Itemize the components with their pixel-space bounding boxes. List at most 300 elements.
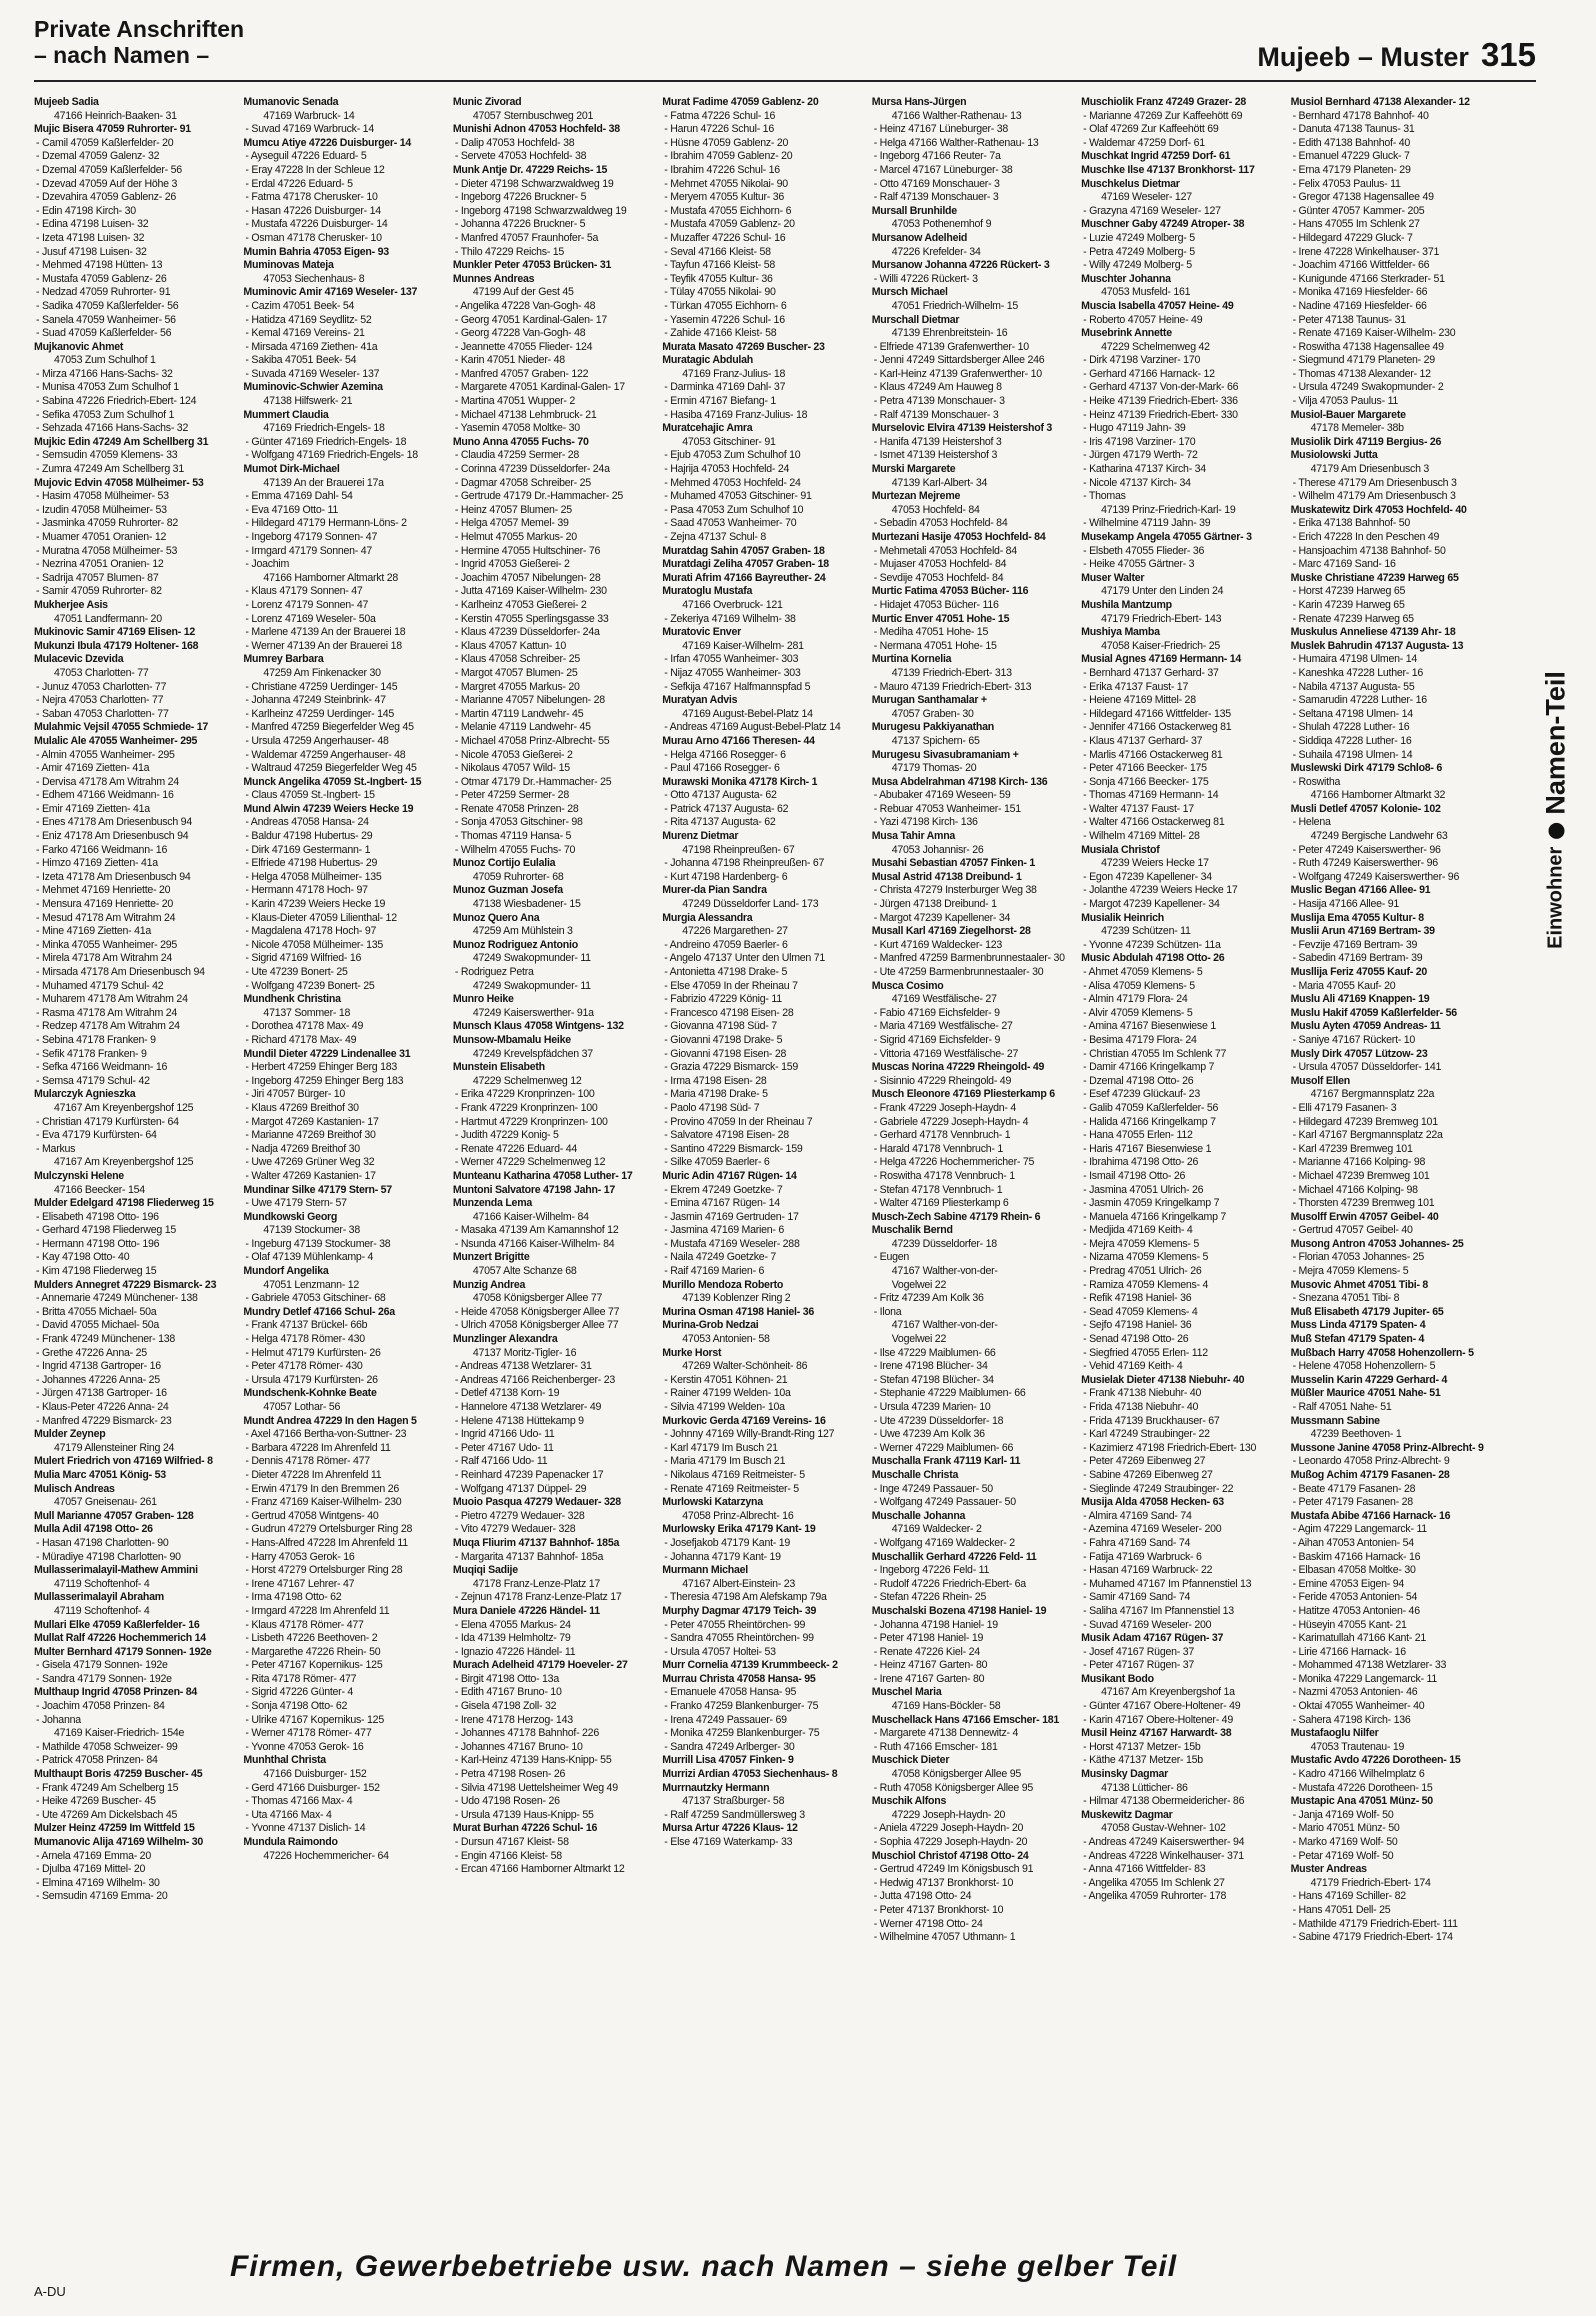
directory-entry: - Nizama 47059 Klemens- 5 bbox=[1083, 1251, 1209, 1264]
directory-entry: - Janja 47169 Wolf- 50 bbox=[1292, 1808, 1394, 1821]
directory-entry: 47139 Prinz-Friedrich-Karl- 19 bbox=[1101, 503, 1236, 516]
directory-entry: Mujeeb Sadia bbox=[34, 96, 99, 108]
directory-entry: - Wolfgang 47169 Friedrich-Engels- 18 bbox=[245, 449, 418, 462]
directory-entry: - Yasemin 47058 Moltke- 30 bbox=[454, 422, 580, 435]
directory-entry: - Nazmi 47053 Antonien- 46 bbox=[1292, 1686, 1418, 1699]
directory-entry: Muske Christiane 47239 Harweg 65 bbox=[1290, 571, 1459, 584]
directory-entry: - Irene 47198 Blücher- 34 bbox=[873, 1360, 988, 1373]
directory-entry: Muratdag Sahin 47057 Graben- 18 bbox=[662, 544, 825, 557]
directory-entry: - Snezana 47051 Tibi- 8 bbox=[1292, 1292, 1400, 1305]
directory-entry: - Servete 47053 Hochfeld- 38 bbox=[454, 150, 587, 163]
directory-entry: Muschter Johanna bbox=[1081, 272, 1171, 285]
directory-entry: - Stephanie 47229 Maiblumen- 66 bbox=[873, 1387, 1026, 1400]
directory-entry: - Naila 47249 Goetzke- 7 bbox=[664, 1251, 777, 1264]
directory-entry: - Damir 47166 Kringelkamp 7 bbox=[1083, 1061, 1215, 1074]
directory-entry: Murenz Dietmar bbox=[662, 830, 739, 843]
directory-entry: - Hasim 47058 Mülheimer- 53 bbox=[36, 490, 169, 503]
directory-entry: - Frida 47139 Bruckhauser- 67 bbox=[1083, 1414, 1220, 1427]
directory-entry: Musial Agnes 47169 Hermann- 14 bbox=[1081, 653, 1242, 666]
directory-entry: - Sandra 47249 Arlberger- 30 bbox=[664, 1740, 795, 1753]
directory-entry: Muschkat Ingrid 47259 Dorf- 61 bbox=[1081, 150, 1231, 163]
directory-entry: - Hidajet 47053 Bücher- 116 bbox=[873, 598, 999, 611]
directory-entry: Mustafa Abibe 47166 Harnack- 16 bbox=[1290, 1509, 1451, 1522]
directory-entry: - Yvonne 47053 Gerok- 16 bbox=[245, 1740, 364, 1753]
directory-entry: Murat Fadime 47059 Gablenz- 20 bbox=[662, 96, 819, 108]
directory-entry: 47166 Walther-Rathenau- 13 bbox=[891, 109, 1022, 122]
directory-entry: 47179 Thomas- 20 bbox=[891, 762, 977, 775]
directory-entry: Muminovic-Schwier Azemina bbox=[243, 381, 383, 394]
directory-entry: 47169 Weseler- 127 bbox=[1101, 191, 1192, 204]
directory-entry: - Shulah 47228 Luther- 16 bbox=[1292, 721, 1410, 734]
directory-entry: - Yazi 47198 Kirch- 136 bbox=[873, 816, 978, 829]
directory-entry: - Dzemal 47059 Kaßlerfelder- 56 bbox=[36, 163, 182, 176]
directory-entry: Musiol Bernhard 47138 Alexander- 12 bbox=[1290, 96, 1470, 108]
directory-entry: - Johannes 47226 Anna- 25 bbox=[36, 1373, 160, 1386]
directory-entry: - Helga 47058 Mülheimer- 135 bbox=[245, 870, 382, 883]
directory-entry: - Peter 47137 Bronkhorst- 10 bbox=[873, 1903, 1004, 1916]
directory-entry: - Jasmin 47059 Kringelkamp 7 bbox=[1083, 1197, 1220, 1210]
directory-entry: 47166 Beecker- 154 bbox=[54, 1183, 145, 1196]
directory-entry: - Birgit 47198 Otto- 13a bbox=[454, 1672, 559, 1685]
directory-entry: - Claudia 47259 Sermer- 28 bbox=[454, 449, 580, 462]
directory-entry: 47166 Duisburger- 152 bbox=[263, 1768, 367, 1781]
directory-entry: - Ingeborg 47259 Ehinger Berg 183 bbox=[245, 1074, 404, 1087]
directory-entry: - Giovanna 47198 Süd- 7 bbox=[664, 1020, 777, 1033]
directory-entry: - Roberto 47057 Heine- 49 bbox=[1083, 313, 1203, 326]
directory-entry: - Gerhard 47166 Harnack- 12 bbox=[1083, 367, 1215, 380]
directory-entry: 47249 Swakopmunder- 11 bbox=[472, 952, 591, 965]
directory-entry: 47249 Swakopmunder- 11 bbox=[472, 979, 591, 992]
directory-entry: Muschick Dieter bbox=[871, 1754, 950, 1767]
directory-entry: Muschiol Christof 47198 Otto- 24 bbox=[871, 1849, 1029, 1862]
directory-entry: - Elisabeth 47198 Otto- 196 bbox=[36, 1210, 159, 1223]
directory-entry: Muskewitz Dagmar bbox=[1081, 1808, 1173, 1821]
directory-entry: - Aihan 47053 Antonien- 54 bbox=[1292, 1536, 1414, 1549]
directory-entry: Muric Adin 47167 Rügen- 14 bbox=[662, 1169, 797, 1182]
directory-entry: Murmann Michael bbox=[662, 1564, 749, 1577]
directory-entry: - Ruth 47166 Emscher- 181 bbox=[873, 1740, 998, 1753]
directory-entry: Musllija Feriz 47055 Kauf- 20 bbox=[1290, 966, 1427, 978]
directory-entry: Murke Horst bbox=[662, 1346, 722, 1359]
directory-entry: - Melanie 47119 Landwehr- 45 bbox=[454, 721, 591, 734]
directory-entry: - Mustafa 47169 Weseler- 288 bbox=[664, 1237, 800, 1250]
directory-entry: - Ulrike 47167 Kopernikus- 125 bbox=[245, 1713, 384, 1726]
directory-entry: - Tülay 47055 Nikolai- 90 bbox=[664, 286, 776, 299]
directory-entry: Muslek Bahrudin 47137 Augusta- 13 bbox=[1290, 639, 1464, 652]
directory-entry: - Stefan 47178 Vennbruch- 1 bbox=[873, 1183, 1003, 1196]
directory-entry: 47057 Graben- 30 bbox=[891, 707, 974, 720]
directory-entry: - Almira 47169 Sand- 74 bbox=[1083, 1509, 1192, 1522]
directory-entry: - Mehmet 47169 Henriette- 20 bbox=[36, 884, 171, 897]
directory-entry: - Elfriede 47139 Grafenwerther- 10 bbox=[873, 340, 1029, 353]
directory-entry: - Edith 47167 Bruno- 10 bbox=[454, 1686, 562, 1699]
directory-entry: Muschkelus Dietmar bbox=[1081, 177, 1180, 190]
directory-entry: Musiolik Dirk 47119 Bergius- 26 bbox=[1290, 435, 1442, 448]
directory-entry: - Andreas 47169 August-Bebel-Platz 14 bbox=[664, 721, 841, 734]
directory-entry: Mulder Edelgard 47198 Fliederweg 15 bbox=[34, 1197, 214, 1210]
directory-entry: - Peter 47167 Udo- 11 bbox=[454, 1441, 554, 1454]
directory-entry: 47167 Albert-Einstein- 23 bbox=[682, 1577, 795, 1590]
directory-entry: - Fabrizio 47229 König- 11 bbox=[664, 993, 782, 1006]
directory-entry: - Marianne 47269 Breithof 30 bbox=[245, 1129, 376, 1142]
directory-entry: Munk Antje Dr. 47229 Reichs- 15 bbox=[452, 163, 608, 176]
directory-entry: Muratagic Abdulah bbox=[662, 354, 753, 367]
directory-entry: - Zejna 47137 Schul- 8 bbox=[664, 531, 766, 543]
directory-entry: - Uwe 47179 Stern- 57 bbox=[245, 1197, 347, 1210]
directory-entry: Munhthal Christa bbox=[243, 1754, 326, 1767]
directory-entry: - Hilmar 47138 Obermeidericher- 86 bbox=[1083, 1795, 1245, 1808]
directory-entry: Munoz Rodriguez Antonio bbox=[452, 938, 578, 951]
directory-entry: - Heike 47139 Friedrich-Ebert- 336 bbox=[1083, 395, 1238, 408]
directory-entry: - Christiane 47259 Uerdinger- 145 bbox=[245, 680, 398, 693]
directory-entry: - Saad 47053 Wanheimer- 70 bbox=[664, 517, 797, 530]
directory-entry: - Sahera 47198 Kirch- 136 bbox=[1292, 1713, 1411, 1726]
directory-entry: - Katharina 47137 Kirch- 34 bbox=[1083, 463, 1206, 476]
directory-entry: - Manfred 47259 Barmenbrunnestaaler- 30 bbox=[873, 952, 1065, 965]
directory-entry: - Judith 47229 Konig- 5 bbox=[454, 1129, 559, 1142]
directory-entry: Vogelwei 22 bbox=[891, 1278, 947, 1291]
directory-entry: - Sevdije 47053 Hochfeld- 84 bbox=[873, 571, 1004, 584]
directory-entry: - Muhamed 47167 Im Pfannenstiel 13 bbox=[1083, 1577, 1252, 1590]
directory-entry: - Josef 47167 Rügen- 37 bbox=[1083, 1645, 1194, 1658]
directory-entry: - Johanna bbox=[36, 1713, 81, 1726]
directory-entry: Murugan Santhamalar + bbox=[871, 694, 987, 707]
directory-entry: - Wolfgang 47169 Waldecker- 2 bbox=[873, 1536, 1015, 1549]
directory-entry: - Sonja 47053 Gitschiner- 98 bbox=[454, 816, 583, 829]
directory-column bbox=[34, 96, 233, 2236]
directory-entry: Muß Elisabeth 47179 Jupiter- 65 bbox=[1290, 1305, 1444, 1318]
directory-entry: - Yvonne 47239 Schützen- 11a bbox=[1083, 938, 1221, 951]
directory-entry: Murlowsky Erika 47179 Kant- 19 bbox=[662, 1523, 816, 1536]
directory-entry: - Gerhard 47198 Fliederweg 15 bbox=[36, 1224, 176, 1237]
directory-entry: - Saban 47053 Charlotten- 77 bbox=[36, 707, 169, 720]
directory-entry: Mulders Annegret 47229 Bismarck- 23 bbox=[34, 1278, 217, 1291]
directory-entry: - Franz 47169 Kaiser-Wilhelm- 230 bbox=[245, 1496, 402, 1509]
directory-entry: - Johannes 47167 Bruno- 10 bbox=[454, 1740, 583, 1753]
directory-entry: - Karlheinz 47259 Uerdinger- 145 bbox=[245, 707, 395, 720]
directory-entry: - Santino 47229 Bismarck- 159 bbox=[664, 1142, 803, 1155]
directory-entry: Mukunzi Ibula 47179 Holtener- 168 bbox=[34, 639, 199, 652]
directory-entry: - Helga 47057 Memel- 39 bbox=[454, 517, 569, 530]
directory-entry: - Renate 47239 Harweg 65 bbox=[1292, 612, 1414, 625]
directory-entry: - Andreas 47228 Winkelhauser- 371 bbox=[1083, 1849, 1244, 1862]
directory-entry: - David 47055 Michael- 50a bbox=[36, 1319, 160, 1332]
directory-entry: - Magdalena 47178 Hoch- 97 bbox=[245, 925, 377, 938]
directory-entry: - Mejra 47059 Klemens- 5 bbox=[1292, 1265, 1409, 1278]
directory-entry: - Giovanni 47198 Drake- 5 bbox=[664, 1033, 783, 1046]
directory-entry: - Marlis 47166 Ostackerweg 81 bbox=[1083, 748, 1223, 761]
directory-entry: Musiolowski Jutta bbox=[1290, 449, 1378, 462]
directory-entry: - Richard 47178 Max- 49 bbox=[245, 1033, 357, 1046]
directory-entry: 47166 Hamborner Altmarkt 32 bbox=[1310, 789, 1446, 802]
directory-entry: Mulacevic Dzevida bbox=[34, 653, 124, 666]
directory-entry: - Dzemal 47059 Galenz- 32 bbox=[36, 150, 160, 163]
directory-entry: - Dorothea 47178 Max- 49 bbox=[245, 1020, 364, 1033]
directory-entry: Mustafic Avdo 47226 Dorotheen- 15 bbox=[1290, 1754, 1461, 1767]
directory-entry: - Heinz 47167 Garten- 80 bbox=[873, 1659, 988, 1672]
directory-entry: - Mohammed 47138 Wetzlarer- 33 bbox=[1292, 1659, 1447, 1672]
directory-entry: - Hatidza 47169 Seydlitz- 52 bbox=[245, 313, 372, 326]
directory-entry: Mussone Janine 47058 Prinz-Albrecht- 9 bbox=[1290, 1441, 1484, 1454]
directory-entry: - Grazyna 47169 Weseler- 127 bbox=[1083, 204, 1221, 217]
directory-entry: - Rebuar 47053 Wanheimer- 151 bbox=[873, 802, 1021, 815]
directory-entry: Multer Bernhard 47179 Sonnen- 192e bbox=[34, 1645, 212, 1658]
directory-entry: - Christian 47179 Kurfürsten- 64 bbox=[36, 1115, 179, 1128]
directory-entry: Muscas Norina 47229 Rheingold- 49 bbox=[871, 1061, 1045, 1074]
directory-entry: - Wolfgang 47249 Kaiserswerther- 96 bbox=[1292, 870, 1460, 883]
directory-entry: - Marcel 47167 Lüneburger- 38 bbox=[873, 163, 1013, 176]
directory-entry: Muslija Ema 47055 Kultur- 8 bbox=[1290, 911, 1424, 924]
directory-entry: - Ralf 47051 Nahe- 51 bbox=[1292, 1401, 1392, 1413]
directory-entry: 47053 Siechenhaus- 8 bbox=[263, 272, 365, 285]
directory-entry: Muslewski Dirk 47179 Schlo8- 6 bbox=[1290, 762, 1443, 775]
directory-entry: - Ingeburg 47139 Stockumer- 38 bbox=[245, 1237, 391, 1250]
directory-entry: - Hildegard 47239 Bremweg 101 bbox=[1292, 1115, 1438, 1128]
directory-entry: - Irene 47178 Herzog- 143 bbox=[454, 1713, 573, 1726]
directory-entry: - Türkan 47055 Eichhorn- 6 bbox=[664, 299, 787, 312]
directory-entry: 47051 Friedrich-Wilhelm- 15 bbox=[891, 299, 1019, 312]
directory-column bbox=[453, 96, 652, 2236]
directory-entry: - Ayseguil 47226 Eduard- 5 bbox=[245, 150, 367, 163]
directory-entry: - Paolo 47198 Süd- 7 bbox=[664, 1101, 760, 1114]
directory-entry: Munoz Quero Ana bbox=[452, 911, 540, 924]
directory-entry: Musca Cosimo bbox=[871, 979, 944, 992]
directory-entry: Mujovic Edvin 47058 Mülheimer- 53 bbox=[34, 476, 204, 489]
directory-entry: Musielak Dieter 47138 Niebuhr- 40 bbox=[1081, 1373, 1245, 1386]
directory-entry: - Petra 47249 Molberg- 5 bbox=[1083, 245, 1195, 258]
directory-entry: Mundkowski Georg bbox=[243, 1210, 338, 1223]
directory-entry: 47053 Antonien- 58 bbox=[682, 1333, 770, 1346]
directory-entry: - Mathilde 47179 Friedrich-Ebert- 111 bbox=[1292, 1917, 1458, 1930]
directory-entry: Mullasserimalayil-Mathew Ammini bbox=[34, 1564, 198, 1577]
directory-entry: 47169 Warbruck- 14 bbox=[263, 109, 355, 122]
directory-entry: - Ismet 47139 Heistershof 3 bbox=[873, 449, 998, 462]
directory-entry: 47139 Karl-Albert- 34 bbox=[891, 476, 988, 489]
directory-entry: 47051 Landfermann- 20 bbox=[54, 612, 162, 625]
directory-entry: - Suvad 47169 Warbruck- 14 bbox=[245, 123, 374, 136]
directory-entry: - Fahra 47169 Sand- 74 bbox=[1083, 1536, 1191, 1549]
directory-entry: Muschel Maria bbox=[871, 1686, 942, 1699]
directory-entry: - Galib 47059 Kaßlerfelder- 56 bbox=[1083, 1101, 1219, 1114]
directory-entry: - Medjida 47169 Keith- 4 bbox=[1083, 1224, 1193, 1237]
directory-entry: - Edin 47198 Kirch- 30 bbox=[36, 204, 136, 217]
directory-entry: - Erika 47137 Faust- 17 bbox=[1083, 680, 1189, 693]
directory-entry: 47139 Stockumer- 38 bbox=[263, 1224, 360, 1237]
directory-entry: - Margarete 47051 Kardinal-Galen- 17 bbox=[454, 381, 625, 394]
directory-entry: - Dagmar 47058 Schreiber- 25 bbox=[454, 476, 591, 489]
directory-entry: Muslii Arun 47169 Bertram- 39 bbox=[1290, 925, 1435, 938]
directory-entry: 47053 Hochfeld- 84 bbox=[891, 503, 980, 516]
directory-entry: - Hermann 47198 Otto- 196 bbox=[36, 1237, 160, 1250]
directory-entry: - Ingeborg 47166 Reuter- 7a bbox=[873, 150, 1001, 163]
directory-entry: - Jürgen 47179 Werth- 72 bbox=[1083, 449, 1198, 462]
directory-entry: - Rita 47178 Römer- 477 bbox=[245, 1672, 357, 1685]
directory-entry: - Mirsada 47178 Am Driesenbusch 94 bbox=[36, 966, 205, 978]
directory-entry: - Detlef 47138 Korn- 19 bbox=[454, 1387, 560, 1400]
directory-entry: - Gabriele 47053 Gitschiner- 68 bbox=[245, 1292, 386, 1305]
directory-entry: - Ingeborg 47226 Bruckner- 5 bbox=[454, 191, 587, 204]
directory-entry: Muscia Isabella 47057 Heine- 49 bbox=[1081, 299, 1234, 312]
directory-entry: - Manuela 47166 Kringelkamp 7 bbox=[1083, 1210, 1227, 1223]
directory-entry: - Werner 47178 Römer- 477 bbox=[245, 1727, 372, 1740]
directory-entry: - Willi 47226 Rückert- 3 bbox=[873, 272, 978, 285]
directory-entry: - Hildegard 47179 Hermann-Löns- 2 bbox=[245, 517, 407, 530]
directory-entry: - Ilse 47229 Maiblumen- 66 bbox=[873, 1346, 996, 1359]
directory-entry: 47179 Unter den Linden 24 bbox=[1101, 585, 1224, 598]
directory-entry: 47226 Krefelder- 34 bbox=[891, 245, 981, 258]
directory-entry: Mura Daniele 47226 Händel- 11 bbox=[452, 1604, 600, 1617]
directory-entry: - Nicole 47058 Mülheimer- 135 bbox=[245, 938, 384, 951]
directory-entry: Munsch Klaus 47058 Wintgens- 132 bbox=[452, 1020, 624, 1033]
directory-entry: - Kaneshka 47228 Luther- 16 bbox=[1292, 666, 1424, 679]
directory-entry: - Mirsada 47169 Ziethen- 41a bbox=[245, 340, 378, 353]
directory-entry: - Semsa 47179 Schul- 42 bbox=[36, 1074, 150, 1087]
directory-entry: - Manfred 47259 Biegerfelder Weg 45 bbox=[245, 721, 414, 734]
directory-entry: - Klaus-Dieter 47059 Lilienthal- 12 bbox=[245, 911, 397, 924]
directory-entry: Munoz Cortijo Eulalia bbox=[452, 857, 556, 870]
directory-entry: - Mauro 47139 Friedrich-Ebert- 313 bbox=[873, 680, 1032, 693]
directory-entry: - Horst 47279 Ortelsburger Ring 28 bbox=[245, 1564, 403, 1577]
directory-entry: - Nsunda 47166 Kaiser-Wilhelm- 84 bbox=[454, 1237, 615, 1250]
directory-entry: Musahi Sebastian 47057 Finken- 1 bbox=[871, 857, 1036, 870]
directory-entry: - Thomas 47166 Max- 4 bbox=[245, 1795, 353, 1808]
directory-entry: - Mehmed 47198 Hütten- 13 bbox=[36, 259, 163, 272]
directory-entry: - Grethe 47226 Anna- 25 bbox=[36, 1346, 147, 1359]
directory-entry: Murr Cornelia 47139 Krummbeeck- 2 bbox=[662, 1659, 838, 1672]
directory-entry: 47167 Bergmannsplatz 22a bbox=[1310, 1088, 1435, 1101]
directory-entry: - Dirk 47198 Varziner- 170 bbox=[1083, 354, 1201, 367]
directory-entry: 47198 Rheinpreußen- 67 bbox=[682, 843, 795, 856]
directory-entry: - Jasmina 47051 Ulrich- 26 bbox=[1083, 1183, 1204, 1196]
directory-entry: Mustafaoglu Nilfer bbox=[1290, 1727, 1379, 1740]
directory-entry: 47059 Ruhrorter- 68 bbox=[472, 870, 564, 883]
directory-entry: - Salvatore 47198 Eisen- 28 bbox=[664, 1129, 789, 1142]
directory-entry: - Dieter 47228 Im Ahrenfeld 11 bbox=[245, 1468, 382, 1481]
directory-entry: Munteanu Katharina 47058 Luther- 17 bbox=[452, 1169, 633, 1182]
directory-entry: - Ute 47269 Am Dickelsbach 45 bbox=[36, 1808, 178, 1821]
directory-entry: - Mustafa 47226 Duisburger- 14 bbox=[245, 218, 388, 231]
directory-entry: 47169 Hans-Böckler- 58 bbox=[891, 1700, 1001, 1713]
directory-entry: - Peter 47249 Kaiserswerther- 96 bbox=[1292, 843, 1441, 856]
directory-entry: Music Abdulah 47198 Otto- 26 bbox=[1081, 952, 1225, 965]
directory-entry: - Anna 47166 Wittfelder- 83 bbox=[1083, 1863, 1206, 1876]
directory-entry: Muschalski Bozena 47198 Haniel- 19 bbox=[871, 1604, 1047, 1617]
directory-entry: - Sabedin 47169 Bertram- 39 bbox=[1292, 952, 1423, 965]
directory-entry: - Helga 47166 Rosegger- 6 bbox=[664, 748, 786, 761]
directory-entry: - Sadrija 47057 Blumen- 87 bbox=[36, 571, 159, 584]
directory-entry: - Zekeriya 47169 Wilhelm- 38 bbox=[664, 612, 796, 625]
directory-entry: - Ute 47239 Bonert- 25 bbox=[245, 966, 348, 978]
directory-entry: - Erna 47179 Planeten- 29 bbox=[1292, 163, 1411, 176]
directory-entry: 47119 Schoftenhof- 4 bbox=[54, 1604, 150, 1617]
directory-entry: - Irma 47198 Eisen- 28 bbox=[664, 1074, 767, 1087]
directory-entry: - Sanela 47059 Wanheimer- 56 bbox=[36, 313, 176, 326]
directory-entry: - Baskim 47166 Harnack- 16 bbox=[1292, 1550, 1421, 1563]
directory-entry: Muschiolik Franz 47249 Grazer- 28 bbox=[1081, 96, 1246, 108]
directory-entry: - Nadja 47269 Breithof 30 bbox=[245, 1142, 360, 1155]
directory-entry: - Irmgard 47179 Sonnen- 47 bbox=[245, 544, 373, 557]
directory-entry: Muschalle Christa bbox=[871, 1468, 959, 1481]
directory-entry: Murati Afrim 47166 Bayreuther- 24 bbox=[662, 571, 826, 584]
directory-entry: Mullasserimalayil Abraham bbox=[34, 1591, 164, 1604]
directory-entry: - Dzevad 47059 Auf der Höhe 3 bbox=[36, 177, 178, 190]
side-tab-label-top: Einwohner bbox=[1544, 846, 1567, 949]
directory-entry: - Marlene 47139 An der Brauerei 18 bbox=[245, 626, 406, 639]
directory-entry: - Mustafa 47226 Dorotheen- 15 bbox=[1292, 1781, 1433, 1794]
directory-entry: - Karlheinz 47053 Gießerei- 2 bbox=[454, 598, 587, 611]
directory-entry: 47169 Waldecker- 2 bbox=[891, 1523, 982, 1536]
directory-entry: - Senad 47198 Otto- 26 bbox=[1083, 1333, 1189, 1346]
directory-entry: - Sefkija 47167 Halfmannspfad 5 bbox=[664, 680, 811, 693]
directory-entry: - Kim 47198 Fliederweg 15 bbox=[36, 1265, 157, 1278]
directory-entry: - Cazim 47051 Beek- 54 bbox=[245, 299, 355, 312]
directory-entry: - Petar 47169 Wolf- 50 bbox=[1292, 1849, 1394, 1862]
directory-entry: Musil Heinz 47167 Harwardt- 38 bbox=[1081, 1727, 1232, 1740]
page-header-left bbox=[34, 16, 244, 68]
directory-entry: - Bernhard 47137 Gerhard- 37 bbox=[1083, 666, 1219, 679]
directory-entry: Mulla Adil 47198 Otto- 26 bbox=[34, 1523, 153, 1536]
directory-entry: - Vehid 47169 Keith- 4 bbox=[1083, 1360, 1183, 1373]
directory-entry: - Ilona bbox=[873, 1305, 902, 1318]
directory-entry: 47249 Kaiserswerther- 91a bbox=[472, 1006, 594, 1019]
directory-entry: - Peter 47055 Rheintörchen- 99 bbox=[664, 1618, 806, 1631]
directory-entry: - Mesud 47178 Am Witrahm 24 bbox=[36, 911, 176, 924]
directory-entry: - Nijaz 47055 Wanheimer- 303 bbox=[664, 666, 801, 679]
directory-entry: Murina Osman 47198 Haniel- 36 bbox=[662, 1305, 815, 1318]
directory-entry: - Marianne 47057 Nibelungen- 28 bbox=[454, 694, 605, 707]
directory-entry: - Renate 47169 Reitmeister- 5 bbox=[664, 1482, 799, 1495]
directory-entry: - Otto 47169 Monschauer- 3 bbox=[873, 177, 1000, 190]
directory-entry: - Nicole 47053 Gießerei- 2 bbox=[454, 748, 573, 761]
directory-entry: - Edina 47198 Luisen- 32 bbox=[36, 218, 149, 231]
directory-entry: - Nadine 47169 Hiesfelder- 66 bbox=[1292, 299, 1427, 312]
directory-entry: - Martina 47051 Wupper- 2 bbox=[454, 395, 575, 408]
directory-entry: - Werner 47198 Otto- 24 bbox=[873, 1917, 983, 1930]
directory-entry: - Irena 47249 Passauer- 69 bbox=[664, 1713, 787, 1726]
side-tab bbox=[1534, 640, 1578, 980]
directory-entry: - Ibrahima 47198 Otto- 26 bbox=[1083, 1156, 1199, 1169]
directory-entry: Munzert Brigitte bbox=[452, 1251, 530, 1264]
directory-entry: - Giovanni 47198 Eisen- 28 bbox=[664, 1047, 787, 1060]
directory-entry: - Michael 47058 Prinz-Albrecht- 55 bbox=[454, 734, 610, 747]
directory-entry: - Manfred 47057 Fraunhofer- 5a bbox=[454, 231, 599, 244]
directory-entry: - Sadika 47059 Kaßlerfelder- 56 bbox=[36, 299, 179, 312]
directory-entry: Mujkanovic Ahmet bbox=[34, 340, 124, 353]
directory-entry: - Johanna 47198 Haniel- 19 bbox=[873, 1618, 998, 1631]
directory-entry: - Gertrude 47179 Dr.-Hammacher- 25 bbox=[454, 490, 623, 503]
directory-entry: - Ursula 47057 Düsseldorfer- 141 bbox=[1292, 1061, 1442, 1074]
directory-entry: 47137 Straßburger- 58 bbox=[682, 1795, 785, 1808]
directory-entry: Mullat Ralf 47226 Hochemmerich 14 bbox=[34, 1632, 206, 1645]
directory-entry: - Waldemar 47259 Dorf- 61 bbox=[1083, 136, 1205, 149]
directory-entry: Munro Heike bbox=[452, 993, 514, 1006]
directory-entry: - Hüsne 47059 Gablenz- 20 bbox=[664, 136, 789, 149]
directory-entry: Murrill Lisa 47057 Finken- 9 bbox=[662, 1754, 794, 1767]
directory-entry: - Jolanthe 47239 Weiers Hecke 17 bbox=[1083, 884, 1238, 897]
directory-entry: Mundschenk-Kohnke Beate bbox=[243, 1387, 377, 1400]
directory-entry: Musekamp Angela 47055 Gärtner- 3 bbox=[1081, 531, 1252, 543]
directory-entry: - Emma 47169 Dahl- 54 bbox=[245, 490, 353, 503]
directory-entry: - Oktai 47055 Wanheimer- 40 bbox=[1292, 1700, 1425, 1713]
directory-entry: Mursall Brunhilde bbox=[871, 204, 957, 217]
directory-entry: Musinsky Dagmar bbox=[1081, 1768, 1169, 1781]
directory-entry: - Irene 47228 Winkelhauser- 371 bbox=[1292, 245, 1440, 258]
directory-entry: - Klaus 47239 Düsseldorfer- 24a bbox=[454, 626, 600, 639]
directory-entry: - Ursula 47139 Haus-Knipp- 55 bbox=[454, 1808, 594, 1821]
directory-entry: - Reinhard 47239 Papenacker 17 bbox=[454, 1468, 604, 1481]
directory-entry: - Nikolaus 47169 Reitmeister- 5 bbox=[664, 1468, 805, 1481]
directory-entry: - Maria 47169 Westfälische- 27 bbox=[873, 1020, 1013, 1033]
